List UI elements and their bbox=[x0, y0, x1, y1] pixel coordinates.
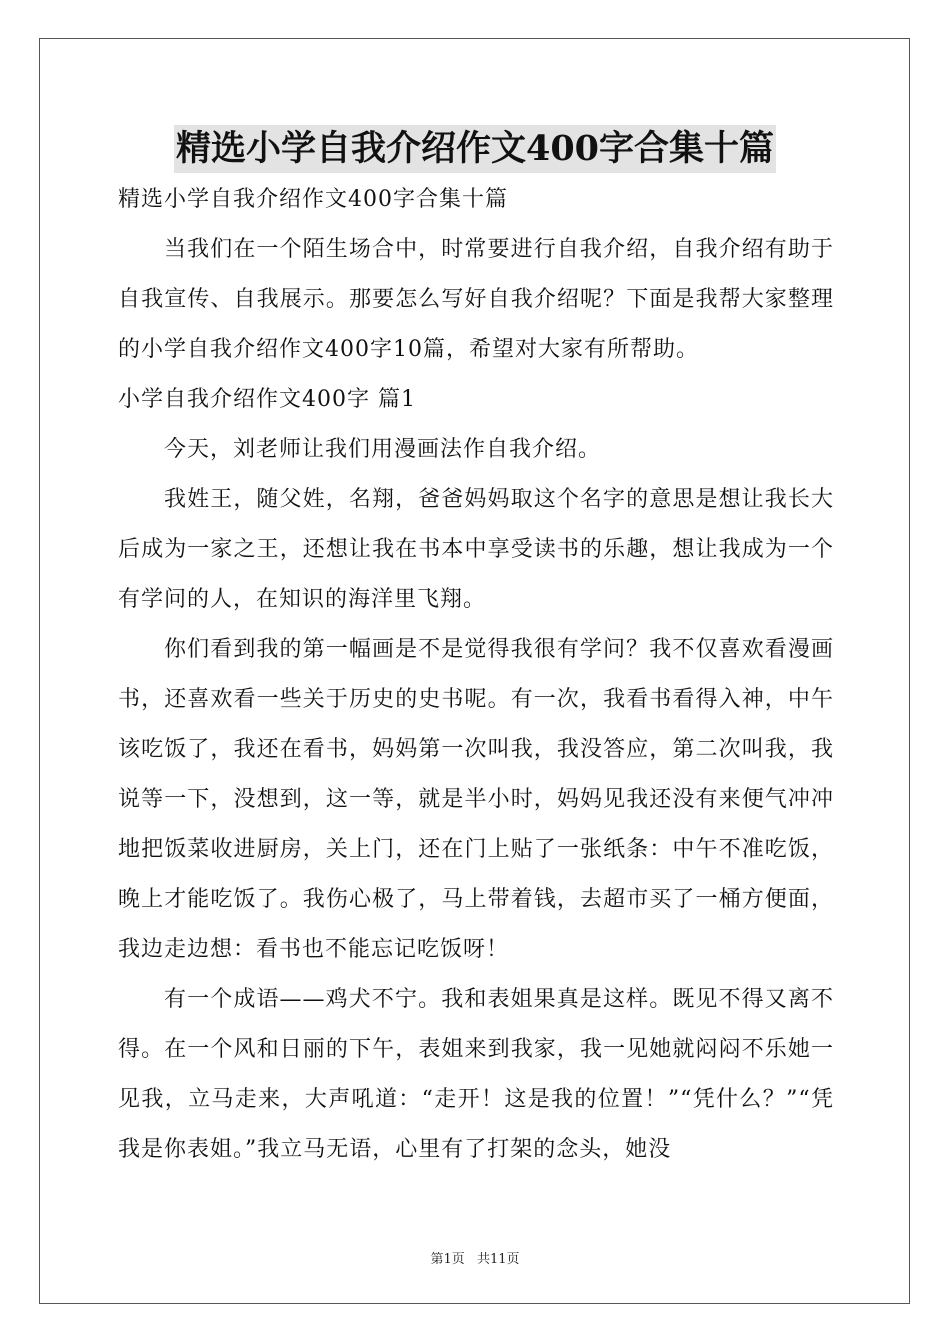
paragraph-2: 小学自我介绍作文400字 篇1 bbox=[118, 387, 416, 412]
paragraph-3: 今天，刘老师让我们用漫画法作自我介绍。 bbox=[164, 437, 602, 462]
page-total: 共11页 bbox=[476, 1252, 520, 1267]
paragraph-5: 你们看到我的第一幅画是不是觉得我很有学问？我不仅喜欢看漫画书，还喜欢看一些关于历史的史书呢。有一次，我看书看得入神，中午该吃饭了，我还在看书，妈妈第一次叫我，我没答应，第二次叫我，我说等一下，没想到，这一等，就是半小时，妈妈见我还没有来便气冲冲地把饭菜收进厨房，关上门，还在门上贴了一张纸条：中午不准吃饭，晚上才能吃饭了。我伤心极了，马上带着钱，去超市买了一桶方便面，我边走边想：看书也不能忘记吃饭呀！ bbox=[118, 637, 834, 962]
paragraph-6: 有一个成语——鸡犬不宁。我和表姐果真是这样。既见不得又离不得。在一个风和日丽的下午，表姐来到我家，我一见她就闷闷不乐她一见我，立马走来，大声吼道：“走开！这是我的位置！”“凭什么？”“凭我是你表姐。”我立马无语，心里有了打架的念头，她没 bbox=[118, 987, 834, 1162]
document-title: 精选小学自我介绍作文400字合集十篇 bbox=[174, 125, 776, 173]
document-body bbox=[118, 175, 834, 1175]
paragraph-4: 我姓王，随父姓，名翔，爸爸妈妈取这个名字的意思是想让我长大后成为一家之王，还想让我在书本中享受读书的乐趣，想让我成为一个有学问的人，在知识的海洋里飞翔。 bbox=[118, 487, 834, 612]
paragraph-1: 当我们在一个陌生场合中，时常要进行自我介绍，自我介绍有助于自我宣传、自我展示。那要怎么写好自我介绍呢？下面是我帮大家整理的小学自我介绍作文400字10篇，希望对大家有所帮助。 bbox=[118, 237, 834, 362]
page-number: 第1页 bbox=[430, 1252, 465, 1267]
title-container bbox=[0, 125, 950, 173]
page-footer bbox=[0, 1248, 950, 1267]
paragraph-0: 精选小学自我介绍作文400字合集十篇 bbox=[118, 187, 508, 212]
